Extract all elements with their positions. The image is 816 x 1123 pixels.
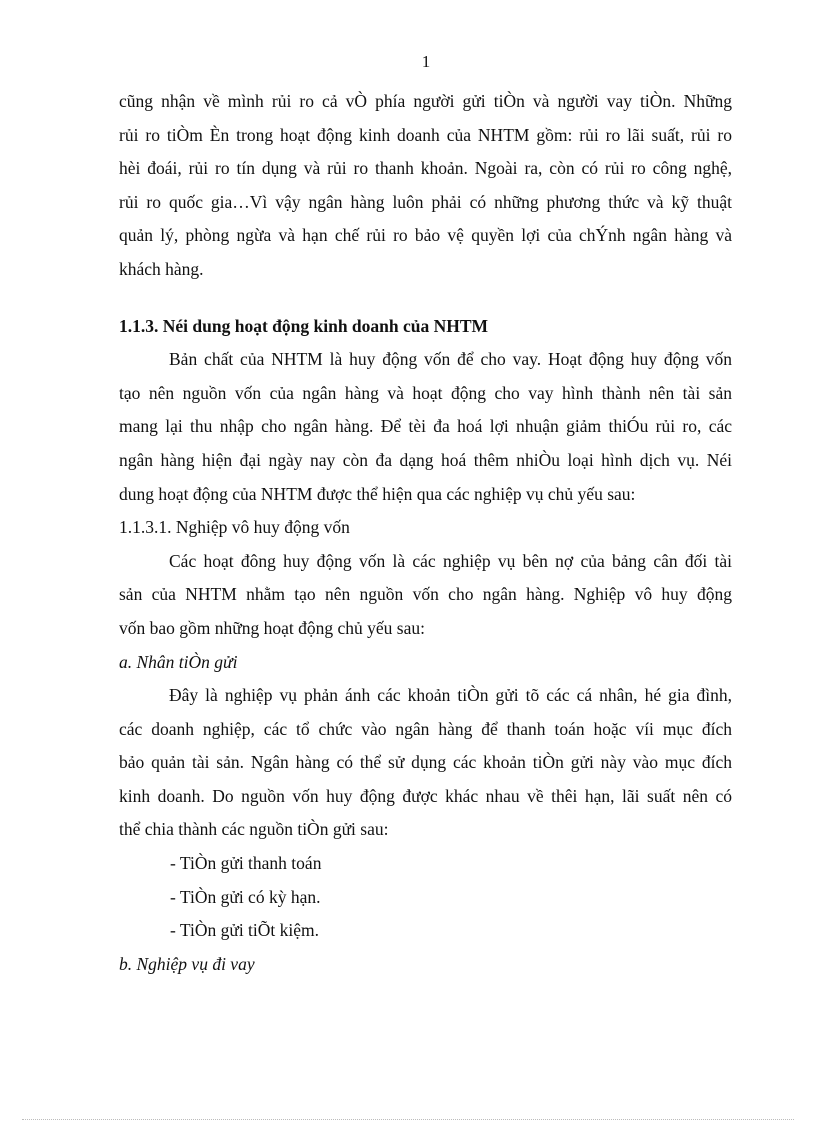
page-number: 1 xyxy=(421,52,431,71)
item-heading-b: b. Nghiệp vụ đi vay xyxy=(119,953,255,974)
paragraph-line: hèi đoái, rủi ro tín dụng và rủi ro thanh khoản. Ngoài ra, còn có rủi ro công nghệ, xyxy=(119,158,732,179)
subsection-heading: 1.1.3.1. Nghiệp vô huy động vốn xyxy=(119,517,350,538)
bullet-item: - TiÒn gửi tiÕt kiệm. xyxy=(170,920,320,941)
paragraph-line: thể chia thành các nguồn tiÒn gửi sau: xyxy=(119,819,389,840)
paragraph-line: ngân hàng hiện đại ngày nay còn đa dạng hoá thêm nhiÒu loại hình dịch vụ. Néi xyxy=(119,449,732,470)
paragraph-line: mang lại thu nhập cho ngân hàng. Để tèi đa hoá lợi nhuận giảm thiÓu rủi ro, các xyxy=(119,416,732,437)
page-bottom-rule xyxy=(22,1119,794,1120)
paragraph-line: quản lý, phòng ngừa và hạn chế rủi ro bảo vệ quyền lợi của chÝnh ngân hàng và xyxy=(119,225,732,246)
paragraph-line: các doanh nghiệp, các tổ chức vào ngân hàng để thanh toán hoặc víi mục đích xyxy=(119,718,732,739)
paragraph-line: bảo quản tài sản. Ngân hàng có thể sử dụng các khoản tiÒn gửi này vào mục đích xyxy=(119,752,732,773)
paragraph-line: kinh doanh. Do nguồn vốn huy động được khác nhau về thêi hạn, lãi suất nên có xyxy=(119,785,732,806)
paragraph-line: sản của NHTM nhằm tạo nên nguồn vốn cho ngân hàng. Nghiệp vô huy động xyxy=(119,584,732,605)
bullet-item: - TiÒn gửi thanh toán xyxy=(170,853,322,874)
paragraph-line: rủi ro quốc gia…Vì vậy ngân hàng luôn phải có những phương thức và kỹ thuật xyxy=(119,191,732,212)
paragraph-line: dung hoạt động của NHTM được thể hiện qua các nghiệp vụ chủ yếu sau: xyxy=(119,483,636,504)
section-heading: 1.1.3. Néi dung hoạt động kinh doanh của NHTM xyxy=(119,315,489,336)
paragraph-line: Bản chất của NHTM là huy động vốn để cho vay. Hoạt động huy động vốn xyxy=(169,349,732,370)
item-heading-a: a. Nhân tiÒn gửi xyxy=(119,651,238,672)
paragraph-line: khách hàng. xyxy=(119,258,204,279)
paragraph-line: vốn bao gồm những hoạt động chủ yếu sau: xyxy=(119,617,425,638)
bullet-item: - TiÒn gửi có kỳ hạn. xyxy=(170,886,321,907)
document-body xyxy=(119,85,732,981)
paragraph-line: Đây là nghiệp vụ phản ánh các khoản tiÒn gửi tõ các cá nhân, hé gia đình, xyxy=(169,685,732,706)
paragraph-line: Các hoạt đông huy động vốn là các nghiệp vụ bên nợ của bảng cân đối tài xyxy=(169,550,732,571)
paragraph-line: tạo nên nguồn vốn của ngân hàng và hoạt động cho vay hình thành nên tài sản xyxy=(119,382,732,403)
paragraph-line: cũng nhận về mình rủi ro cả vÒ phía người gửi tiÒn và người vay tiÒn. Những xyxy=(119,91,732,111)
paragraph-line: rủi ro tiÒm Èn trong hoạt động kinh doanh của NHTM gồm: rủi ro lãi suất, rủi ro xyxy=(119,124,732,145)
